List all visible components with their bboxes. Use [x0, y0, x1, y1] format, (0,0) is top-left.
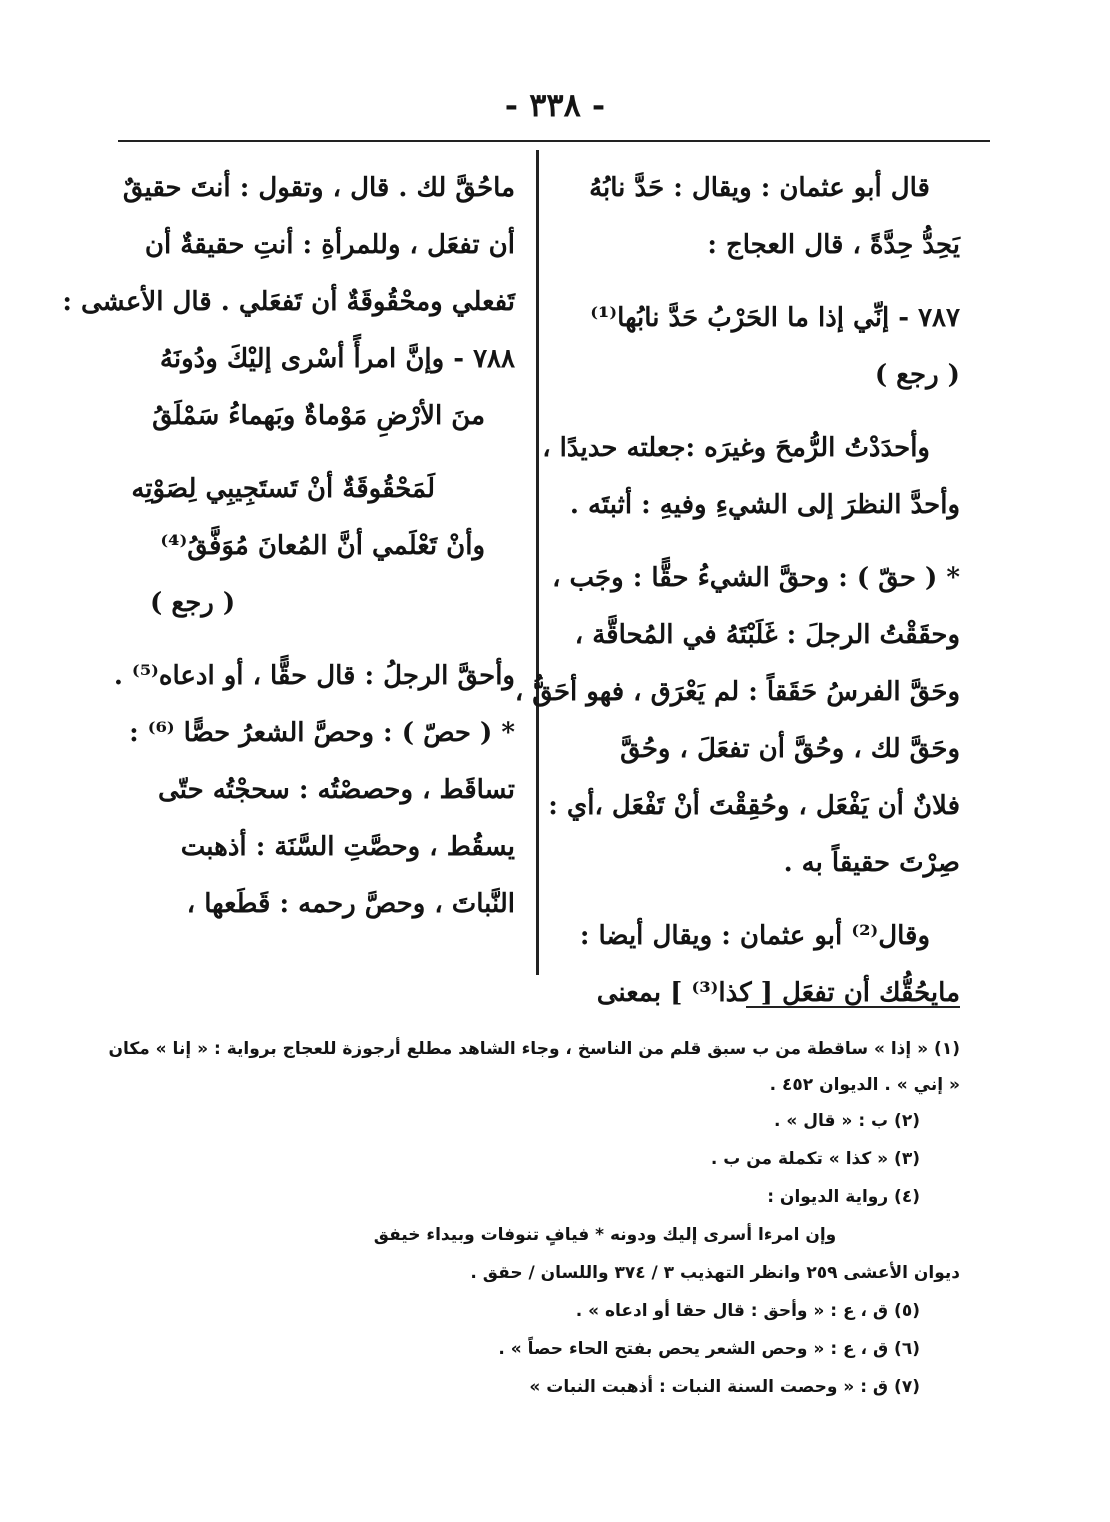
footnotes-rule — [746, 1006, 960, 1008]
column-divider — [536, 150, 539, 975]
footnote: (٤) رواية الديوان : — [767, 1187, 920, 1207]
entry-heading-line: * ( حقّ ) : وحقَّ الشيءُ حقًّا : وجَب ، — [552, 563, 960, 593]
text-line: وأحقَّ الرجلُ : قال حقًّا ، أو ادعاه⁽⁵⁾ . — [113, 661, 515, 691]
footnote: (٣) « كذا » تكملة من ب . — [710, 1149, 920, 1169]
text-line: صِرْتَ حقيقاً به . — [783, 848, 960, 878]
text-line: تساقَط ، وحصصْتُه : سحجْتُه حتّى — [158, 775, 515, 805]
text-line: أن تفعَل ، وللمرأةِ : أنتِ حقيقةٌ أن — [144, 230, 515, 260]
footnote: « إني » . الديوان ٤٥٢ . — [769, 1075, 960, 1095]
left-column — [62, 160, 515, 933]
header-rule — [118, 140, 990, 142]
text-line: يَحِدُّ حِدَّةً ، قال العجاج : — [707, 230, 960, 260]
text-line: ( رجع ) — [874, 360, 960, 390]
text-line: يسقُط ، وحصَّتِ السَّنَة : أذهبت — [180, 832, 515, 862]
text-line: فلانٌ أن يَفْعَل ، وحُقِقْتَ أنْ تَفْعَل ،أي : — [548, 791, 960, 821]
footnote: (٦) ق ، ع : « وحص الشعر يحص بفتح الحاء حصاً » . — [498, 1339, 920, 1359]
text-line: ( رجع ) — [150, 588, 236, 618]
text-line: وأحدَّ النظرَ إلى الشيءِ وفيهِ : أثبتَه . — [569, 490, 960, 520]
footnote-verse: وإن امرءا أسرى إليك ودونه * فيافٍ تنوفات وبيداء خيفق — [373, 1225, 837, 1245]
footnotes — [108, 1030, 960, 1406]
entry-heading-line: * ( حصّ ) : وحصَّ الشعرُ حصًّا ⁽⁶⁾ : — [129, 718, 515, 748]
verse-line: وأنْ تَعْلَمي أنَّ المُعانَ مُوَفَّقُ⁽⁴⁾ — [160, 531, 485, 561]
page-number: - ٣٣٨ - — [504, 86, 606, 124]
verse-line: لَمَحْقُوقَةٌ أنْ تَستَجِيبِي لِصَوْتِه — [131, 474, 435, 504]
right-column — [514, 160, 960, 1022]
verse-line: ٧٨٧ - إنِّي إذا ما الحَرْبُ حَدَّ نابُها⁽¹⁾ — [590, 303, 960, 333]
footnote: (١) « إذا » ساقطة من ب سبق قلم من الناسخ ، وجاء الشاهد مطلع أرجوزة للعجاج برواية : « إنا » مكان — [108, 1039, 960, 1059]
verse-line: منَ الأرْضِ مَوْماةٌ وبَهماءُ سَمْلَقُ — [152, 401, 485, 431]
footnote: ديوان الأعشى ٢٥٩ وانظر التهذيب ٣ / ٣٧٤ واللسان / حقق . — [470, 1263, 960, 1283]
text-line: وحَقَّ لك ، وحُقَّ أن تفعَلَ ، وحُقَّ — [620, 734, 960, 764]
text-line: مايحُقُّك أن تفعَل [ كذا⁽³⁾ ] بمعنى — [596, 978, 960, 1008]
text-line: وقال⁽²⁾ أبو عثمان : ويقال أيضا : — [579, 921, 930, 951]
text-line: النَّباتَ ، وحصَّ رحمه : قَطَعها ، — [186, 889, 515, 919]
text-line: ماحُقَّ لك . قال ، وتقول : أنتَ حقيقٌ — [122, 173, 515, 203]
text-line: وحَقَّ الفرسُ حَقَقاً : لم يَعْرَق ، فهو أحَقُّ ، — [514, 677, 960, 707]
verse-line: ٧٨٨ - وإنَّ امرأً أسْرى إليْكَ ودُونَهُ — [159, 344, 515, 374]
footnote: (٥) ق ، ع : « وأحق : قال حقا أو ادعاه » . — [575, 1301, 920, 1321]
text-line: وأحدَدْتُ الرُّمحَ وغيرَه :جعلته حديدًا ، — [542, 433, 930, 463]
footnote: (٢) ب : « قال » . — [773, 1111, 920, 1131]
footnote: (٧) ق : « وحصت السنة النبات : أذهبت النبات » — [529, 1377, 920, 1397]
text-line: قال أبو عثمان : ويقال : حَدَّ نابُهُ — [589, 173, 930, 203]
text-line: وحقَقْتُ الرجلَ : غَلَبْتَهُ في المُحاقَّة ، — [574, 620, 960, 650]
text-line: تَفعلي ومحْقُوقَةٌ أن تَفعَلي . قال الأعشى : — [62, 287, 515, 317]
